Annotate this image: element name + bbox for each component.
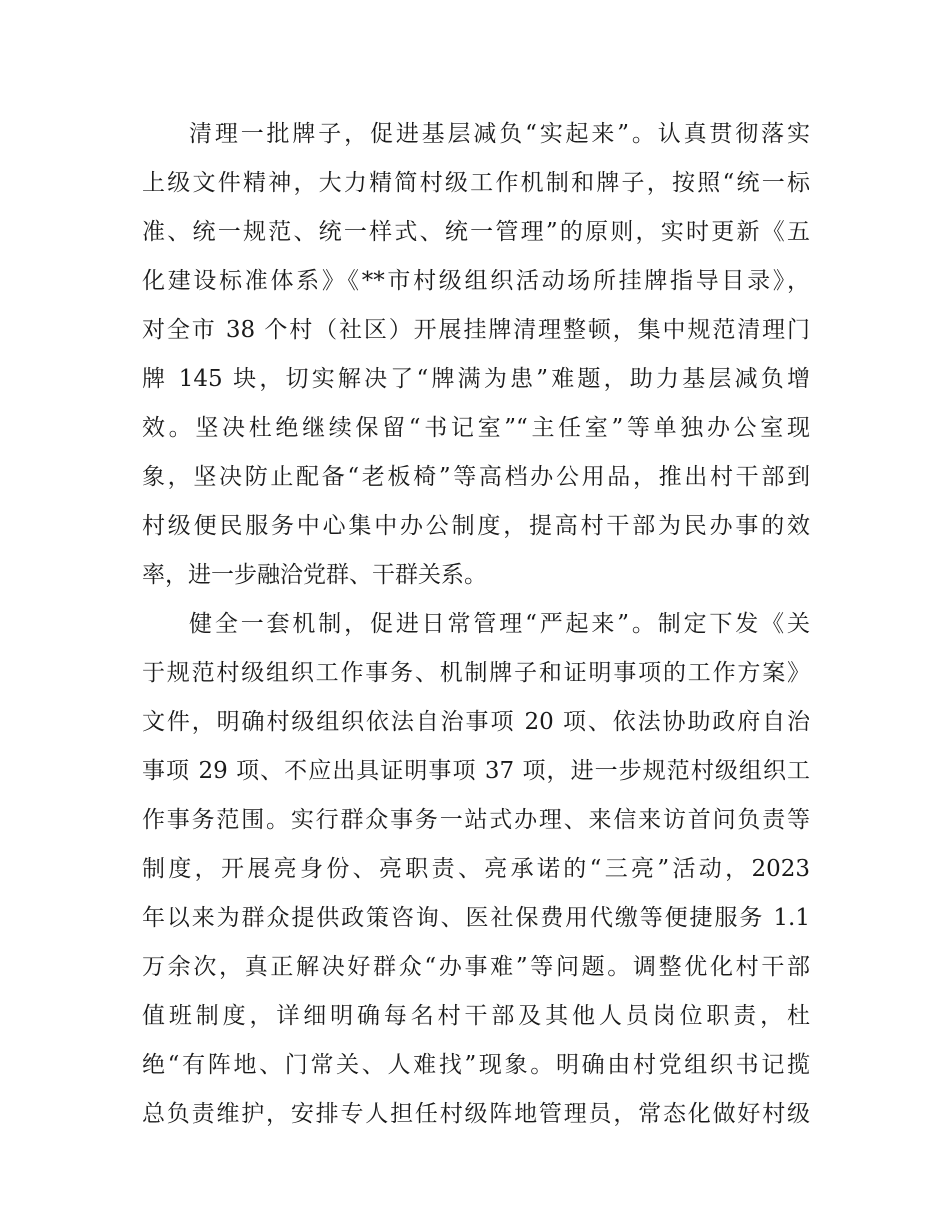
text-line: 文件，明确村级组织依法自治事项 20 项、依法协助政府自治 [142, 709, 810, 735]
text-line: 总负责维护，安排专人担任村级阵地管理员，常态化做好村级 [142, 1101, 810, 1127]
text-line: 象，坚决防止配备“老板椅”等高档办公用品，推出村干部到 [142, 464, 810, 490]
text-line: 上级文件精神，大力精简村级工作机制和牌子，按照“统一标 [142, 170, 810, 196]
text-line: 绝“有阵地、门常关、人难找”现象。明确由村党组织书记揽 [142, 1052, 810, 1078]
text-line: 化建设标准体系》《**市村级组织活动场所挂牌指导目录》， [142, 268, 810, 294]
text-line: 作事务范围。实行群众事务一站式办理、来信来访首问负责等 [142, 807, 810, 833]
text-line: 对全市 38 个村（社区）开展挂牌清理整顿，集中规范清理门 [142, 317, 810, 343]
text-line: 于规范村级组织工作事务、机制牌子和证明事项的工作方案》 [142, 660, 810, 686]
text-line: 准、统一规范、统一样式、统一管理”的原则，实时更新《五 [142, 219, 810, 245]
text-line: 值班制度，详细明确每名村干部及其他人员岗位职责，杜 [142, 1003, 810, 1029]
text-line: 万余次，真正解决好群众“办事难”等问题。调整优化村干部 [142, 954, 810, 980]
text-line: 清理一批牌子，促进基层减负“实起来”。认真贯彻落实 [189, 121, 810, 147]
text-line: 制度，开展亮身份、亮职责、亮承诺的“三亮”活动，2023 [142, 856, 810, 882]
text-line: 年以来为群众提供政策咨询、医社保费用代缴等便捷服务 1.1 [142, 905, 810, 931]
text-line: 村级便民服务中心集中办公制度，提高村干部为民办事的效 [142, 513, 810, 539]
text-line: 牌 145 块，切实解决了“牌满为患”难题，助力基层减负增 [142, 366, 810, 392]
text-line: 率，进一步融洽党群、干群关系。 [142, 562, 487, 588]
text-line: 效。坚决杜绝继续保留“书记室”“主任室”等单独办公室现 [142, 415, 810, 441]
text-line: 事项 29 项、不应出具证明事项 37 项，进一步规范村级组织工 [142, 758, 810, 784]
text-line: 健全一套机制，促进日常管理“严起来”。制定下发《关 [189, 611, 810, 637]
